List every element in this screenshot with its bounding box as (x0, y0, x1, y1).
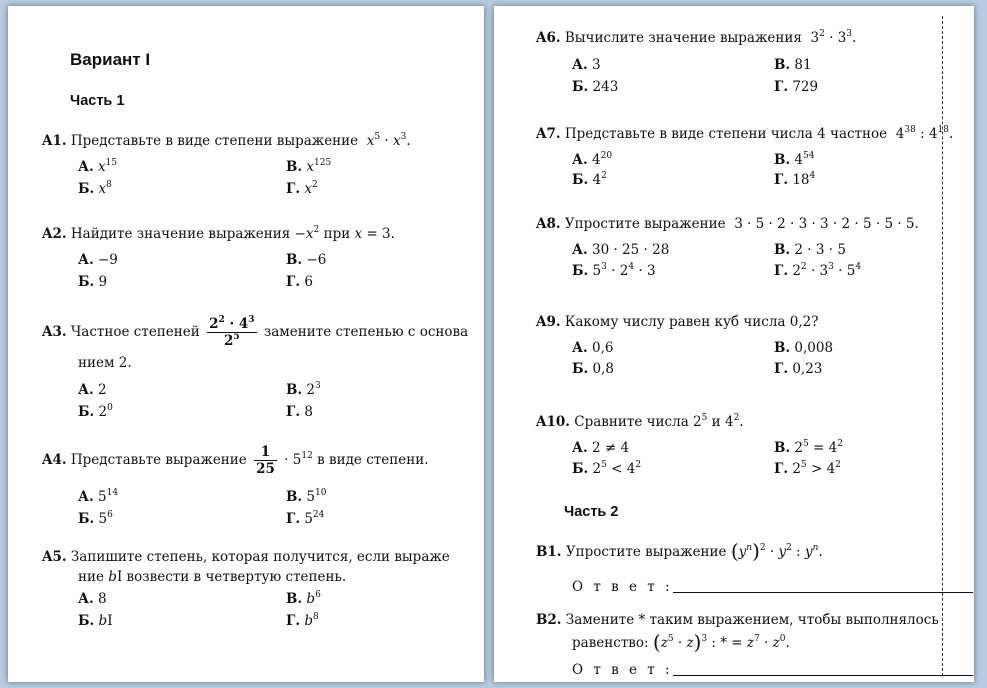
option-a6-v: В. 81 (774, 57, 812, 73)
option-a7-v: В. $4^{54}$ (774, 151, 815, 168)
option-a9-a: А. 0,6 (572, 340, 614, 356)
fraction: $\frac{1}{25}$ (256, 444, 275, 477)
answer-b2-field[interactable] (673, 664, 973, 676)
question-a4: A4. Представьте выражение $\frac{1}{25}$ · $5^{12}$ в виде степени. (42, 444, 429, 477)
page-right (494, 6, 974, 682)
answer-b2: О т в е т : (572, 662, 973, 678)
option-a9-b: Б. 0,8 (572, 361, 615, 377)
variant-title: Вариант I (70, 50, 151, 69)
option-a5-b: Б. bI (78, 613, 113, 629)
question-a10: A10. Сравните числа $2^5$ и $4^2$. (536, 413, 744, 430)
option-a4-b: Б. $5^6$ (78, 510, 113, 527)
option-a9-v: В. 0,008 (774, 340, 834, 356)
question-b2: B2. Замените * таким выражением, чтобы выполнялось (536, 612, 939, 628)
option-a3-b: Б. $2^0$ (78, 403, 113, 420)
option-a5-g: Г. $b^8$ (286, 612, 319, 629)
fraction: $\frac{2^2 \cdot 4^3}{2^5}$ (209, 315, 255, 349)
option-a2-b: Б. 9 (78, 274, 108, 290)
part1-title: Часть 1 (70, 93, 125, 109)
cut-line (942, 16, 943, 676)
option-a9-g: Г. 0,23 (774, 361, 823, 377)
option-a2-a: А. −9 (78, 252, 118, 268)
option-a4-v: В. $5^{10}$ (286, 488, 327, 505)
option-a6-g: Г. 729 (774, 79, 819, 95)
option-a1-b: Б. $x^8$ (78, 180, 112, 197)
part2-title: Часть 2 (564, 504, 619, 520)
question-a7: A7. Представьте в виде степени числа 4 частное $4^{38}$ : $4^{18}$. (536, 125, 954, 142)
option-a1-g: Г. $x^2$ (286, 180, 318, 197)
option-a5-v: В. $b^6$ (286, 590, 321, 607)
question-b2-line2: равенство: $(z^5 \cdot z)^3$ : * = $z^7 \cdot z^0$. (572, 630, 790, 654)
option-a3-v: В. $2^3$ (286, 381, 321, 398)
option-a10-a: А. 2 ≠ 4 (572, 440, 630, 456)
question-a2: A2. Найдите значение выражения $-x^2$ при x = 3. (42, 225, 395, 242)
option-a4-g: Г. $5^{24}$ (286, 510, 325, 527)
option-a8-g: Г. $2^2 \cdot 3^3 \cdot 5^4$ (774, 262, 862, 279)
question-a3: A3. Частное степеней $\frac{2^2 \cdot 4^3}{2^5}$ замените степенью с основа (42, 315, 469, 349)
option-a3-g: Г. 8 (286, 404, 313, 420)
question-a9: A9. Какому числу равен куб числа 0,2? (536, 314, 819, 330)
question-a3-line2: нием 2. (78, 355, 132, 371)
option-a4-a: А. $5^{14}$ (78, 488, 119, 505)
page-left (8, 6, 484, 682)
option-a6-b: Б. 243 (572, 79, 619, 95)
option-a1-v: В. $x^{125}$ (286, 158, 332, 175)
option-a2-g: Г. 6 (286, 274, 313, 290)
option-a3-a: А. 2 (78, 382, 107, 398)
option-a1-a: А. $x^{15}$ (78, 158, 118, 175)
answer-b1-field[interactable] (673, 581, 973, 593)
question-a6: A6. Вычислите значение выражения $3^2 \cdot 3^3$. (536, 29, 857, 46)
option-a10-b: Б. $2^5 < 4^2$ (572, 460, 642, 477)
question-a5-line2: ние bI возвести в четвертую степень. (78, 569, 347, 585)
option-a7-a: А. $4^{20}$ (572, 151, 613, 168)
question-b1: B1. Упростите выражение $(y^n)^2 \cdot y^2$ : $y^n$. (536, 539, 823, 563)
question-a8: A8. Упростите выражение 3 · 5 · 2 · 3 · 3 · 2 · 5 · 5 · 5. (536, 216, 919, 232)
option-a8-v: В. 2 · 3 · 5 (774, 242, 846, 258)
option-a7-g: Г. $18^4$ (774, 171, 816, 188)
option-a10-v: В. $2^5 = 4^2$ (774, 439, 843, 456)
option-a6-a: А. 3 (572, 57, 601, 73)
question-a5: A5. Запишите степень, которая получится, если выраже (42, 549, 450, 565)
option-a5-a: А. 8 (78, 591, 107, 607)
option-a8-b: Б. $5^3 \cdot 2^4 \cdot 3$ (572, 262, 656, 279)
option-a8-a: А. 30 · 25 · 28 (572, 242, 670, 258)
question-a1: A1. Представьте в виде степени выражение $x^5 \cdot x^3$. (42, 132, 411, 149)
option-a7-b: Б. $4^2$ (572, 171, 607, 188)
option-a10-g: Г. $2^5 > 4^2$ (774, 460, 841, 477)
option-a2-v: В. −6 (286, 252, 327, 268)
answer-b1: О т в е т : (572, 579, 973, 595)
